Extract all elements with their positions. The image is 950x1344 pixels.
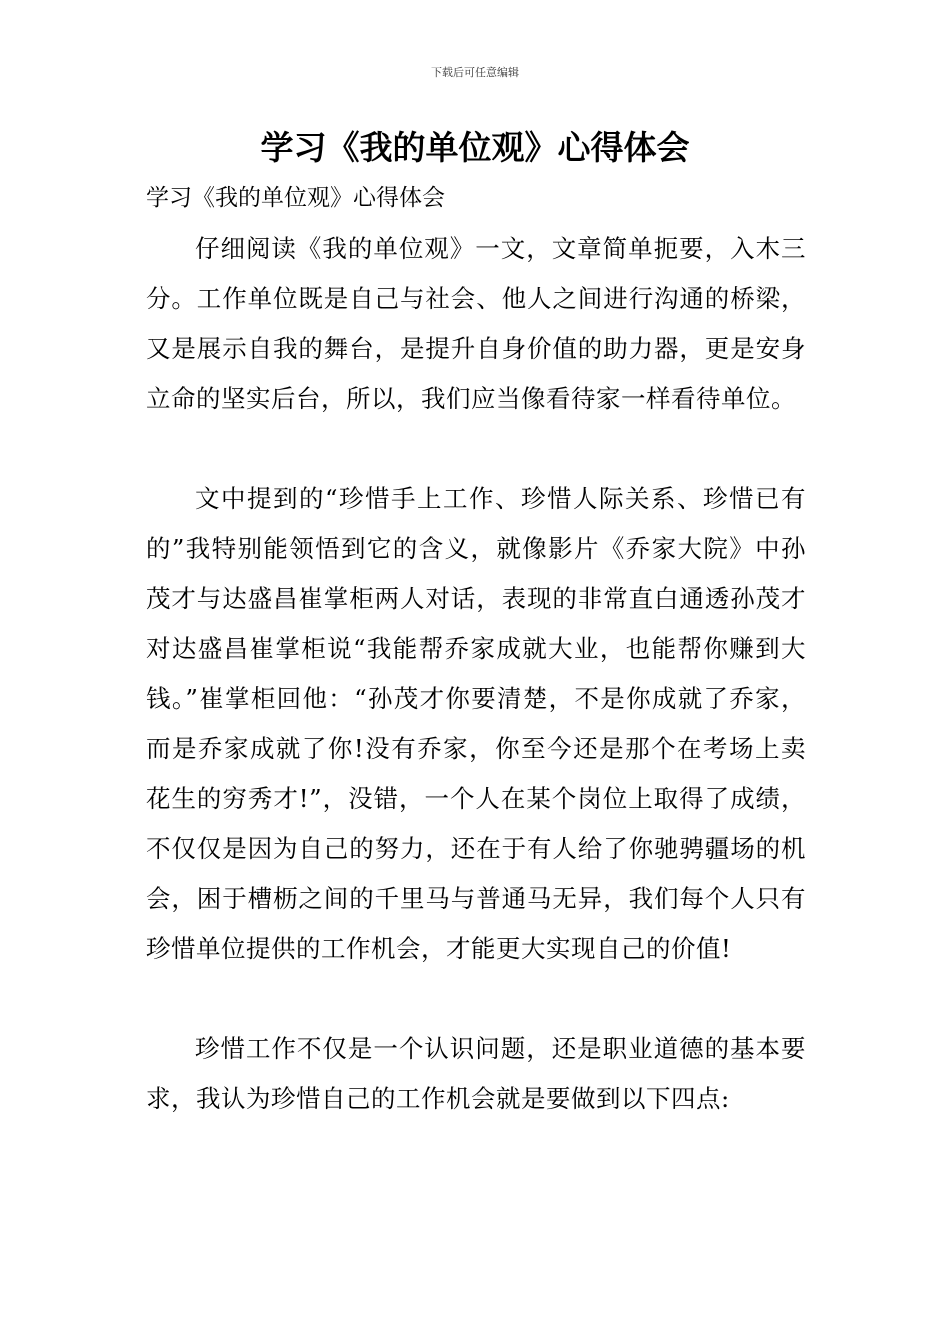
document-body bbox=[146, 224, 806, 1124]
body-paragraph-1: 仔细阅读《我的单位观》一文，文章简单扼要，入木三分。工作单位既是自己与社会、他人之间进行沟通的桥梁，又是展示自我的舞台，是提升自身价值的助力器，更是安身立命的坚实后台，所以，我们应当像看待家一样看待单位。 bbox=[146, 234, 806, 413]
document-title: 学习《我的单位观》心得体会 bbox=[260, 128, 690, 167]
body-paragraph-3: 珍惜工作不仅是一个认识问题，还是职业道德的基本要求，我认为珍惜自己的工作机会就是要做到以下四点: bbox=[146, 1034, 806, 1113]
page-header-note: 下载后可任意编辑 bbox=[431, 66, 519, 79]
body-paragraph-2: 文中提到的“珍惜手上工作、珍惜人际关系、珍惜已有的”我特别能领悟到它的含义，就像影片《乔家大院》中孙茂才与达盛昌崔掌柜两人对话，表现的非常直白通透孙茂才对达盛昌崔掌柜说“我能帮乔家成就大业，也能帮你赚到大钱。”崔掌柜回他：“孙茂才你要清楚，不是你成就了乔家，而是乔家成就了你!没有乔家，你至今还是那个在考场上卖花生的穷秀才!”，没错，一个人在某个岗位上取得了成绩，不仅仅是因为自己的努力，还在于有人给了你驰骋疆场的机会，困于槽枥之间的千里马与普通马无异，我们每个人只有珍惜单位提供的工作机会，才能更大实现自己的价值! bbox=[146, 484, 806, 963]
document-subtitle: 学习《我的单位观》心得体会 bbox=[146, 185, 445, 211]
